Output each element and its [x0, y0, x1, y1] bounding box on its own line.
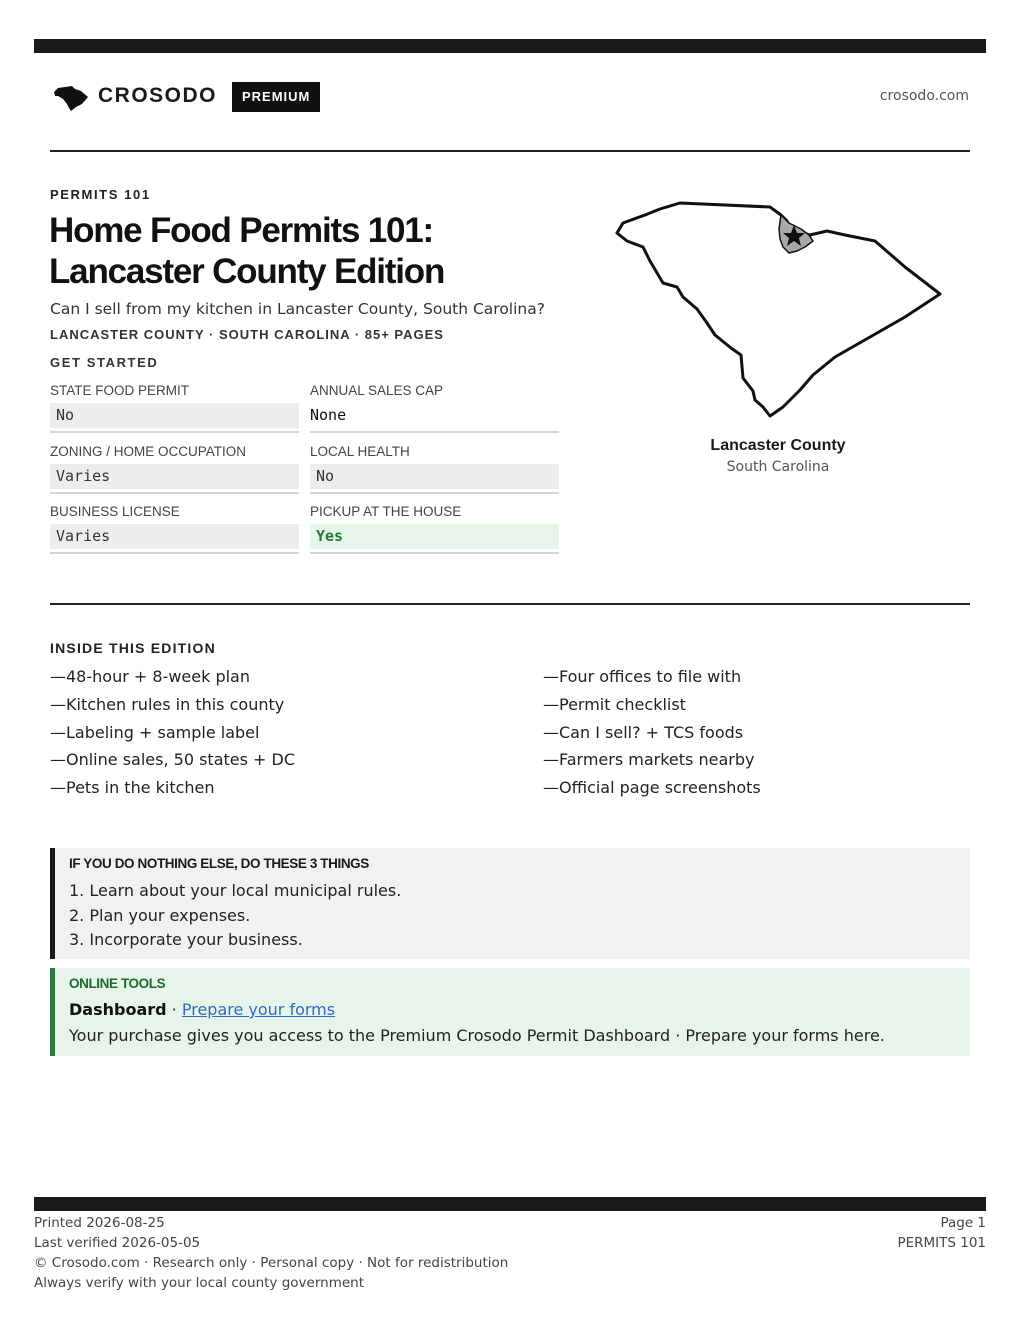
- fact-pickup-at-the-house: [310, 504, 559, 554]
- site-url[interactable]: crosodo.com: [879, 88, 969, 104]
- tools-description: Your purchase gives you access to the Premium Crosodo Permit Dashboard · Prepare your forms here.: [69, 1026, 885, 1045]
- section-kicker: PERMITS 101: [50, 187, 151, 202]
- fact-zoning-home-occupation: [50, 444, 299, 494]
- list-item: —Pets in the kitchen: [50, 778, 215, 798]
- fact-local-health: [310, 444, 559, 494]
- edition-meta: LANCASTER COUNTY · SOUTH CAROLINA · 85+ PAGES: [50, 327, 444, 342]
- list-item: —Online sales, 50 states + DC: [50, 750, 296, 770]
- online-tools-callout: [50, 968, 970, 1056]
- fact-label: LOCAL HEALTH: [310, 444, 410, 459]
- list-item: 3. Incorporate your business.: [69, 930, 303, 949]
- list-item: —Farmers markets nearby: [543, 750, 755, 770]
- list-item: —Kitchen rules in this county: [50, 694, 285, 714]
- inside-edition-heading: INSIDE THIS EDITION: [50, 640, 216, 656]
- tools-line: [69, 1000, 335, 1019]
- list-item: —Official page screenshots: [543, 778, 761, 798]
- fact-label: STATE FOOD PERMIT: [50, 383, 190, 398]
- list-item: —48-hour + 8-week plan: [50, 667, 250, 686]
- must-do-list: [69, 880, 401, 954]
- title-line-1: Home Food Permits 101:: [49, 211, 433, 250]
- premium-badge: PREMIUM: [232, 82, 320, 112]
- list-item: 2. Plan your expenses.: [69, 905, 251, 925]
- fact-value: Varies: [50, 464, 299, 489]
- fact-label: ZONING / HOME OCCUPATION: [50, 444, 247, 459]
- list-item: —Labeling + sample label: [50, 722, 260, 742]
- fact-business-license: [50, 504, 299, 554]
- footer-left: [34, 1213, 508, 1293]
- state-outline: [617, 203, 940, 416]
- fact-value: No: [50, 403, 299, 428]
- prepare-forms-link[interactable]: Prepare your forms: [181, 1000, 336, 1019]
- section-divider: [50, 603, 970, 605]
- fact-value: Yes: [310, 524, 559, 549]
- list-item: —Can I sell? + TCS foods: [543, 722, 744, 742]
- top-bar: [34, 39, 986, 53]
- brand-name: CROSODO: [98, 84, 218, 107]
- state-map: [605, 195, 950, 425]
- fact-annual-sales-cap: [310, 383, 559, 433]
- list-item: 1. Learn about your local municipal rules.: [69, 881, 402, 900]
- must-do-heading: IF YOU DO NOTHING ELSE, DO THESE 3 THINGS: [69, 856, 369, 871]
- copyright-notice: © Crosodo.com · Research only · Personal copy · Not for redistribution: [34, 1255, 509, 1271]
- online-tools-heading: ONLINE TOOLS: [69, 976, 166, 991]
- contents-list-right: [543, 666, 983, 805]
- fact-value: None: [310, 406, 347, 424]
- must-do-callout: [50, 848, 970, 959]
- printed-date: Printed 2026-08-25: [34, 1215, 165, 1231]
- fact-label: BUSINESS LICENSE: [50, 504, 180, 519]
- title-line-2: Lancaster County Edition: [49, 252, 445, 291]
- page-title: [49, 210, 589, 292]
- fact-value: No: [310, 464, 559, 489]
- verify-disclaimer: Always verify with your local county government: [34, 1275, 364, 1291]
- list-item: —Four offices to file with: [543, 667, 742, 686]
- bottom-bar: [34, 1197, 986, 1211]
- tools-separator: ·: [166, 1000, 182, 1019]
- fact-state-food-permit: [50, 383, 299, 433]
- footer-section: PERMITS 101: [897, 1235, 986, 1251]
- verified-date: Last verified 2026-05-05: [34, 1235, 201, 1251]
- get-started-heading: GET STARTED: [50, 355, 159, 370]
- fact-value: Varies: [50, 524, 299, 549]
- contents-list-left: [50, 666, 490, 805]
- page-number: Page 1: [940, 1215, 986, 1231]
- header-divider: [50, 150, 970, 152]
- header: [50, 80, 970, 114]
- fact-label: ANNUAL SALES CAP: [310, 383, 444, 398]
- map-county-label: Lancaster County: [710, 437, 846, 454]
- dashboard-label: Dashboard: [69, 1000, 167, 1019]
- fact-label: PICKUP AT THE HOUSE: [310, 504, 462, 519]
- map-state-label: South Carolina: [726, 459, 830, 475]
- page-subtitle: Can I sell from my kitchen in Lancaster County, South Carolina?: [50, 300, 545, 318]
- list-item: —Permit checklist: [543, 694, 686, 714]
- south-carolina-state-icon: [52, 84, 90, 112]
- footer-right: [897, 1213, 986, 1253]
